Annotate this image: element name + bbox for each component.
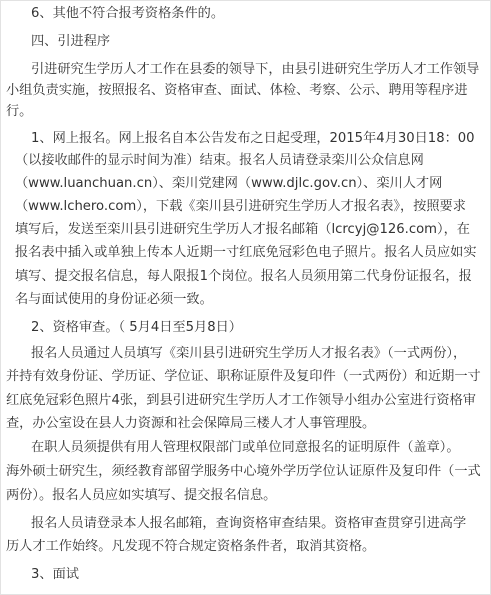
text-line: （www.luanchuan.cn）、栾川党建网（www.djlc.gov.cn）、栾川人才网 <box>15 176 443 191</box>
text-line: 6、其他不符合报考资格条件的。 <box>31 6 225 21</box>
text-line: 3、面试 <box>31 567 79 582</box>
text-line: 报名表中插入或单独上传本人近期一寸红底免冠彩色电子照片。报名人员应如实 <box>15 245 477 260</box>
text-line: 海外硕士研究生，须经教育部留学服务中心境外学历学位认证原件及复印件（一式 <box>6 464 481 479</box>
text-line: 红底免冠彩色照片4张，到县引进研究生学历人才工作领导小组办公室进行资格审 <box>6 393 476 408</box>
section-heading: 四、引进程序 <box>31 34 111 49</box>
text-line: 报名人员通过人员填写《栾川县引进研究生学历人才报名表》（一式两份）， <box>31 346 467 361</box>
text-line: 行。 <box>6 104 33 119</box>
text-line: 两份）。报名人员应如实填写、提交报名信息。 <box>6 488 277 503</box>
text-line: 名与面试使用的身份证必须一致。 <box>15 292 213 307</box>
text-line: 查，办公室设在县人力资源和社会保障局三楼人才人事管理股。 <box>6 416 376 431</box>
text-line: 小组负责实施，按照报名、资格审查、面试、体检、考察、公示、聘用等程序进 <box>6 83 468 98</box>
text-line: 1、网上报名。网上报名自本公告发布之日起受理，2015年4月30日18：00 <box>31 131 475 146</box>
text-line: 并持有效身份证、学历证、学位证、职称证原件及复印件（一式两份）和近期一寸 <box>6 369 481 384</box>
text-line: （以接收邮件的显示时间为准）结束。报名人员请登录栾川公众信息网 <box>15 153 424 168</box>
text-line: 历人才工作始终。凡发现不符合规定资格条件者，取消其资格。 <box>6 539 376 554</box>
text-line: （www.lchero.com），下载《栾川县引进研究生学历人才报名表》，按照要求 <box>15 199 466 214</box>
text-line: 填写、提交报名信息，每人限报1个岗位。报名人员须用第二代身份证报名，报 <box>15 269 472 284</box>
text-line: 在职人员须提供有用人管理权限部门或单位同意报名的证明原件（盖章）。 <box>31 440 460 455</box>
text-line: 填写后，发送至栾川县引进研究生学历人才报名邮箱（lcrcyj@126.com），在 <box>15 222 470 237</box>
text-line: 2、资格审查。（ 5月4日至5月8日） <box>31 320 242 335</box>
text-line: 报名人员请登录本人报名邮箱，查询资格审查结果。资格审查贯穿引进高学 <box>31 516 467 531</box>
text-line: 引进研究生学历人才工作在县委的领导下，由县引进研究生学历人才工作领导 <box>31 62 480 77</box>
